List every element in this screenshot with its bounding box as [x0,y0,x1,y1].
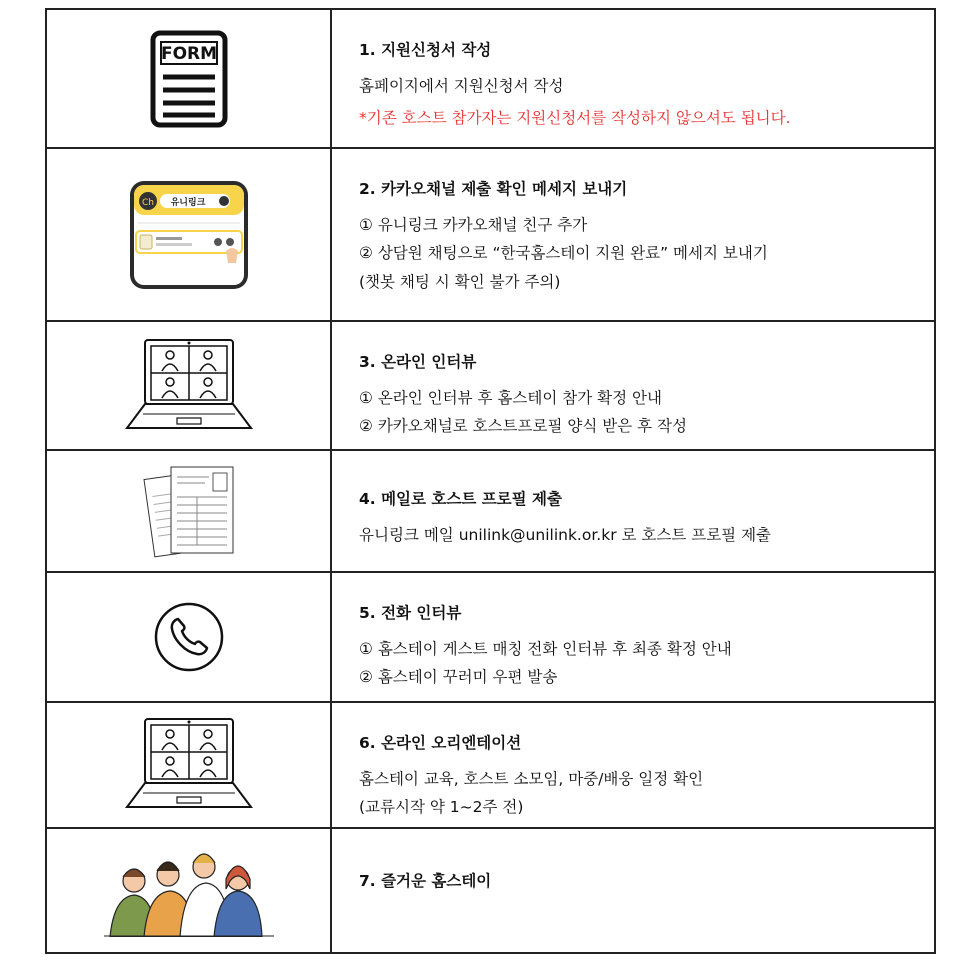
step-line: 홈스테이 교육, 호스트 소모임, 마중/배웅 일정 확인 [359,770,704,788]
step-title: 7. 즐거운 홈스테이 [359,872,492,890]
step-title: 2. 카카오채널 제출 확인 메세지 보내기 [359,180,628,198]
step-icon-cell [47,573,332,701]
step-text-cell [359,829,924,952]
step-line: ① 유니링크 카카오채널 친구 추가 [359,216,588,234]
step-icon-cell [47,149,332,320]
step-icon-cell [47,451,332,571]
step-title: 1. 지원신청서 작성 [359,41,492,59]
step-title: 5. 전화 인터뷰 [359,604,462,622]
step-text-cell [359,451,924,571]
step-title: 3. 온라인 인터뷰 [359,353,477,371]
step-text-cell [359,322,924,449]
happy-group-icon [104,845,274,937]
step-text-cell [359,703,924,827]
step-row [47,322,934,451]
step-line: ② 카카오채널로 호스트프로필 양식 받은 후 작성 [359,417,687,435]
step-note: *기존 호스트 참가자는 지원신청서를 작성하지 않으셔도 됩니다. [359,109,791,127]
form-document-icon [149,29,229,129]
phone-call-icon [153,601,225,673]
step-text-cell [359,573,924,701]
step-row [47,149,934,322]
step-row [47,829,934,952]
step-title: 4. 메일로 호스트 프로필 제출 [359,490,562,508]
laptop-video-call-icon [123,338,255,434]
step-line: ② 상담원 채팅으로 “한국홈스테이 지원 완료” 메세지 보내기 [359,244,768,262]
step-text-cell [359,149,924,320]
kakao-channel-phone-icon [122,179,256,291]
process-steps-table [45,8,936,954]
step-row [47,573,934,703]
svg-text:Ch: Ch [141,197,154,208]
step-row [47,451,934,573]
form-icon-label: FORM [160,43,217,64]
step-text-cell [359,10,924,147]
step-line: (교류시작 약 1~2주 전) [359,798,524,816]
profile-documents-icon [139,463,239,559]
step-line: ② 홈스테이 꾸러미 우편 발송 [359,668,558,686]
step-title: 6. 온라인 오리엔테이션 [359,734,522,752]
step-line: 홈페이지에서 지원신청서 작성 [359,77,564,95]
step-line: (챗봇 채팅 시 확인 불가 주의) [359,273,561,291]
kakao-channel-name: 유니링크 [170,197,205,208]
laptop-video-call-icon [123,717,255,813]
step-line: ① 홈스테이 게스트 매칭 전화 인터뷰 후 최종 확정 안내 [359,640,732,658]
step-line: ① 온라인 인터뷰 후 홈스테이 참가 확정 안내 [359,389,662,407]
step-row [47,703,934,829]
step-icon-cell [47,703,332,827]
step-line: 유니링크 메일 unilink@unilink.or.kr 로 호스트 프로필 제출 [359,526,772,544]
step-row [47,10,934,149]
step-icon-cell [47,10,332,147]
step-icon-cell [47,829,332,952]
step-icon-cell [47,322,332,449]
